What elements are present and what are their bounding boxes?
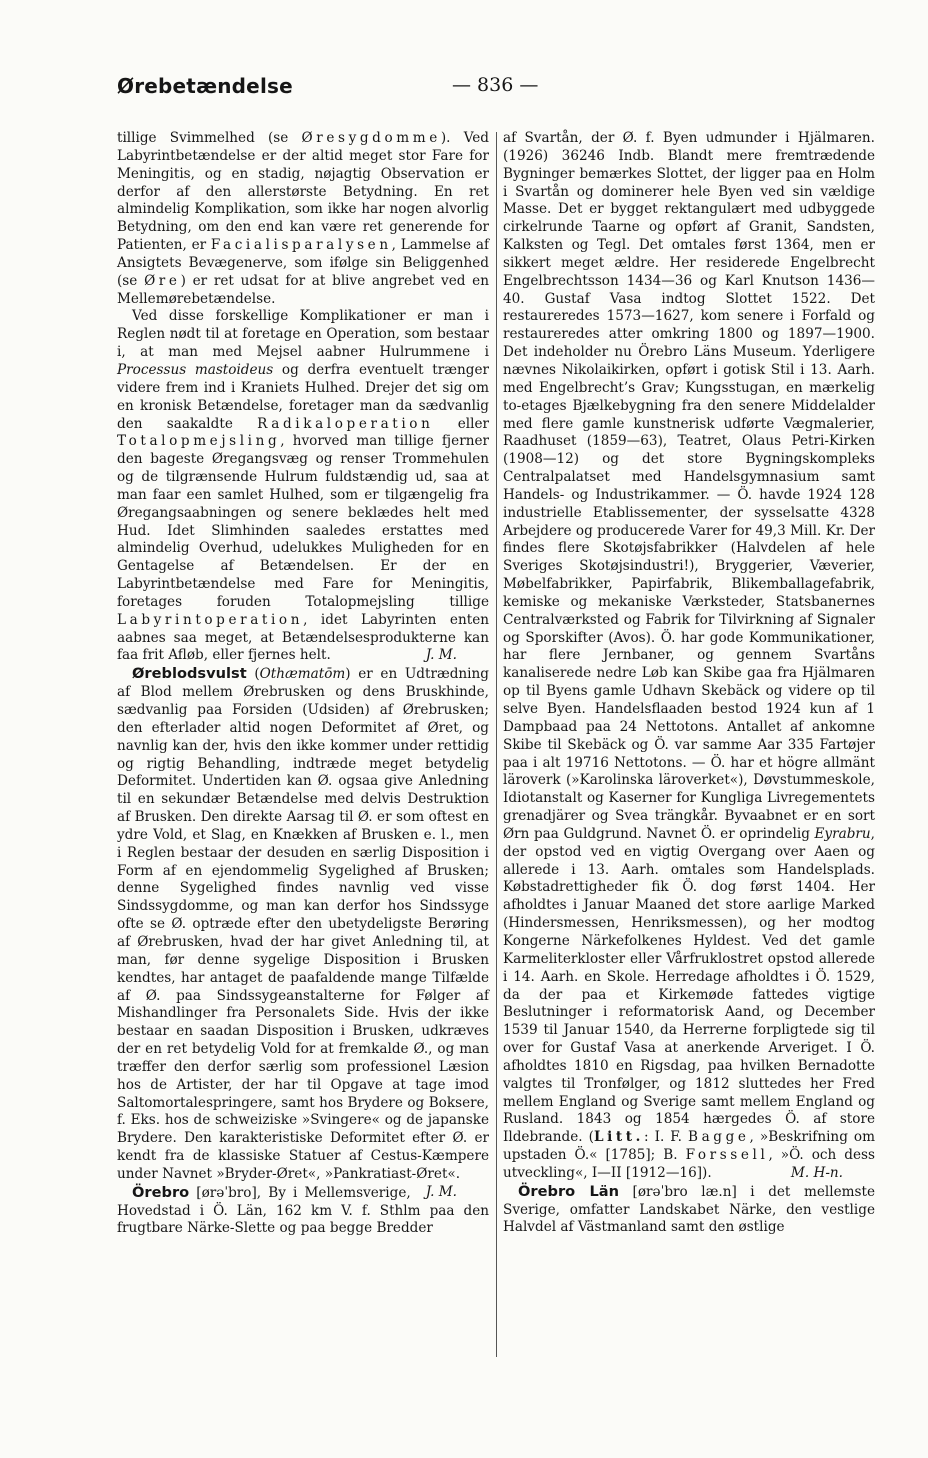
- text-run: Bagge: [687, 1129, 750, 1146]
- text-run: (: [246, 666, 260, 683]
- text-run: : I. F.: [643, 1129, 688, 1146]
- entry-orebro-lan: [503, 1183, 875, 1238]
- text-run: ) er ret udsat for at blive angrebet ved en Mellemørebetændelse.: [117, 272, 489, 307]
- text-run: [ørəˈbro læ.n] i det mellemste Sverige, omfatter Landskabet Närke, den vestlige Halvdel af Västmanland samt den østlige: [503, 1183, 875, 1236]
- paragraph-operations: [117, 308, 489, 665]
- author-signature: J. M.: [425, 1183, 457, 1200]
- right-column: [503, 130, 875, 1237]
- text-run: [ørəˈbro], By i Mellemsverige, Hovedstad i Ö. Län, 162 km V. f. Sthlm paa den frugtbare Närke-Slette og paa begge Bredder: [117, 1184, 489, 1237]
- text-run: af Svartån, der Ø. f. Byen udmunder i Hjälmaren. (1926) 36246 Indb. Blandt mere fremtrædende Bygninger bemærkes Slottet, der ligger paa en Holm i Svartån og dominerer hele Byen ved sin vældige Masse. Det er bygget rektangulært med udbyggede cirkelrunde Taarne og opført af Granit, Sandsten, Kalksten og Tegl. Det omtales først 1364, men er sikkert meget ældre. Her residerede Engelbrecht Engelbrechtsson 1434—36 og Karl Knutson 1436—40. Gustaf Vasa indtog Slottet 1522. Det restaureredes 1573—1627, kom senere i Forfald og restaureredes atter omkring 1800 og 1897—1900. Det indeholder nu Örebro Läns Museum. Yderligere nævnes Nikolaikirken, opført i gotisk Stil i 13. Aarh. med Engelbrecht’s Grav; Kungsstugan, en mærkelig to-etages Bjælkebygning fra den senere Middelalder med flere gamle kunstnerisk udførte Vægmalerier, Raadhuset (1859—63), Teatret, Olaus Petri-Kirken (1908—12) og det store Bygningskompleks Centralpalatset med Handelsgymnasium samt Handels- og Industrikammer. — Ö. havde 1924 128 industrielle Etablissementer, der sysselsatte 4328 Arbejdere og producerede Varer for 49,3 Mill. Kr. Der findes flere Skotøjsfabrikker (Halvdelen af hele Sveriges Skotøjsindustri!), Bryggerier, Væverier, Møbelfabrikker, Papirfabrik, Blikemballagefabrik, kemiske og mekaniske Værksteder, Statsbanernes Centralværksted og Fabrik for Tilvirkning af Signaler og Sporskifter (Avos). Ö. har gode Kommunikationer, har flere Jernbaner, og gennem Svartåns kanaliserede nedre Løb kan Skibe gaa fra Hjälmaren op til Byens gamle Udhavn Skebäck og videre op til selve Byen. Handelsflaaden bestod 1924 kun af 1 Dampbaad paa 24 Nettotons. Antallet af ankomne Skibe til Skebäck og Ö. var samme Aar 335 Fartøjer paa i alt 19716 Nettotons. — Ö. har et högre allmänt läroverk (»Karolinska läroverket«), Døvstummeskole, Idiotanstalt og Kaserner for Kungliga Livregementets grenadjärer og Svea trängkår. Byvaabnet er en sort Ørn paa Guldgrund. Navnet Ö. er oprindelig: [503, 130, 875, 842]
- text-run: , hvorved man tillige fjerner den bageste Øregangsvæg og renser Trommehulen og de tilgrænsende Hulrum fuldstændig ud, saa at man faar een samlet Hulhed, som er tilgængelig fra Øregangsaabningen og senere beklædes helt med Hud. Idet Slimhinden saaledes erstattes med almindelig Overhud, udelukkes Muligheden for en Gentagelse af Betændelsen. Er der en Labyrintbetændelse med Fare for Meningitis, foretages foruden Totalopmejsling tillige: [117, 433, 489, 610]
- text-run: eller: [433, 415, 489, 432]
- headword: Örebro: [132, 1183, 190, 1201]
- paragraph-orebro-continued: [503, 130, 875, 1183]
- text-run: , »Beskrifning om upstaden Ö.« [1785]; B.: [503, 1129, 876, 1164]
- text-run: og derfra eventuelt trænger videre frem ind i Kraniets Hulhed. Drejer det sig om en kronisk Betændelse, foretager man da sædvanlig den saakaldte: [117, 361, 490, 432]
- text-run: Processus mastoideus: [117, 361, 274, 378]
- text-run: Øresygdomme: [301, 130, 441, 146]
- paragraph-complications: [117, 130, 489, 308]
- text-run: , Lammelse af Ansigtets Bevægenerve, som ifølge sin Beliggenhed (se: [117, 237, 489, 289]
- text-run: Radikaloperation: [257, 415, 434, 432]
- headword: Örebro Län: [518, 1182, 620, 1200]
- text-run: Ved disse forskellige Komplikationer er man i Reglen nødt til at foretage en Operation, som bestaar i, at man med Mejsel aabner Hulrummene i: [117, 308, 489, 361]
- page-header: [117, 72, 877, 102]
- text-run: ). Ved Labyrintbetændelse er der altid meget stor Fare for Meningitis, og en stadig, nøjagtig Observation er derfor af den allerstørste Betydning. En ret almindelig Komplikation, som ikke har nogen alvorlig Betydning, om den end kan være ret generende for Patienten, er: [117, 130, 490, 254]
- text-run: tillige Svimmelhed (se: [117, 130, 302, 146]
- text-run: , idet Labyrinten enten aabnes saa meget, at Betændelsesprodukterne kan faa frit Afløb, eller fjernes helt.: [117, 611, 489, 664]
- text-run: Facialisparalysen: [210, 237, 392, 254]
- text-run: Litt.: [593, 1129, 644, 1146]
- author-signature: J. M.: [425, 647, 457, 664]
- text-run: Othæmatōm: [259, 666, 346, 683]
- text-run: Øre: [144, 272, 181, 289]
- text-run: Totalopmejsling: [117, 433, 281, 450]
- page-number: — 836 —: [452, 74, 539, 96]
- text-run: Labyrintoperation: [117, 611, 304, 628]
- text-run: Forssell: [685, 1147, 769, 1164]
- text-run: ) er en Udtrædning af Blod mellem Ørebrusken og dens Bruskhinde, sædvanlig paa Forsiden (Udsiden) af Ørebrusken; den efterlader altid nogen Deformitet af Øret, og navnlig kan der, hvis den ikke kommer under rettidig og rigtig Behandling, indtræde meget betydelig Deformitet. Undertiden kan Ø. ogsaa give Anledning til en sekundær Betændelse med delvis Destruktion af Brusken. Den direkte Aarsag til Ø. er som oftest en ydre Vold, et Slag, en Knækken af Brusken e. l., men i Reglen bestaar der desuden en særlig Disposition i Form af en ejendommelig Sygelighed af Brusken; denne Sygelighed findes navnlig ved visse Sindssygdomme, og man kan derfor hos Sindssyge ofte se Ø. optræde efter den ubetydeligste Berøring af Ørebrusken, hvad der har givet Anledning til, at man, før denne sygelige Disposition i Brusken kendtes, har antaget de paafaldende mange Tilfælde af Ø. paa Sindssygeanstalterne for Følger af Mishandlinger fra Personalets Side. Hvis der ikke bestaar en saadan Disposition i Brusken, udkræves der en ret betydelig Vold for at fremkalde Ø., og man træffer den derfor særlig som professionel Læsion hos de Artister, der har til Opgave at tage imod Saltomortalespringere, samt hos Brydere og Boksere, f. Eks. hos de schweiziske »Svingere« og de japanske Brydere. Den karakteristiske Deformitet efter Ø. er kendt fra de klassiske Statuer af Cestus-Kæmpere under Navnet »Bryder-Øret«, »Pankratiast-Øret«.: [117, 666, 489, 1182]
- column-divider: [496, 132, 497, 1357]
- running-title: Ørebetændelse: [117, 74, 293, 98]
- text-run: Eyrabru: [814, 825, 871, 842]
- text-run: , »Ö. och dess utveckling«, I—II [1912—16]).: [503, 1147, 875, 1181]
- headword: Øreblodsvulst: [132, 665, 247, 683]
- text-run: , der opstod ved en vigtig Overgang over Aaen og allerede i 13. Aarh. omtales som Handelsplads. Købstadrettigheder fik Ö. dog først 1404. Her afholdtes i Januar Maaned det store aarlige Marked (Hindersmessen, Henriksmessen), og her modtog Kongerne Närkefolkenes Hyldest. Ved det gamle Karmeliterkloster eller Vårfruklostret opstod allerede i 14. Aarh. en Skole. Herredage afholdtes i Ö. 1529, da der paa et Kirkemøde fattedes vigtige Beslutninger i reformatorisk Aand, og December 1539 til Januar 1540, da Herrerne forpligtede sig til over for Gustaf Vasa at anerkende Arveriget. I Ö. afholdtes 1810 en Rigsdag, paa hvilken Bernadotte valgtes til Tronfølger, og 1812 sluttedes her Fred mellem England og Sverige samt mellem England og Rusland. 1843 og 1854 hærgedes Ö. af store Ildebrande. (: [503, 825, 875, 1146]
- author-signature: M. H-n.: [790, 1164, 843, 1181]
- left-column: [117, 130, 489, 1238]
